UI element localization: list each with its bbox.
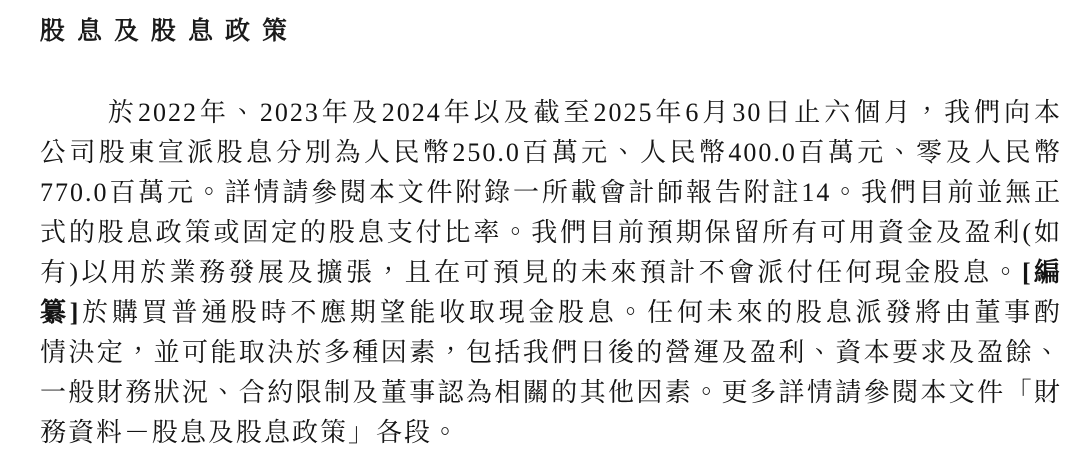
paragraph-line-2 (40, 133, 1062, 173)
redaction-marker-text: 纂] (40, 298, 81, 327)
paragraph-line-5 (40, 253, 1062, 293)
paragraph-text: 於購買普通股時不應期望能收取現金股息。任何未來的股息派發將由董事酌 (80, 298, 1062, 327)
paragraph-line-9 (40, 413, 1062, 453)
paragraph-line-3 (40, 173, 1062, 213)
redaction-marker-text: [編 (1021, 258, 1062, 287)
paragraph-line-1 (40, 93, 1062, 133)
paragraph-text: 770.0百萬元。詳情請參閱本文件附錄一所載會計師報告附註14。我們目前並無正 (40, 178, 1062, 207)
paragraph-text: 於2022年、2023年及2024年以及截至2025年6月30日止六個月，我們向本 (108, 98, 1062, 127)
paragraph-text: 情決定，並可能取決於多種因素，包括我們日後的營運及盈利、資本要求及盈餘、 (40, 338, 1062, 367)
paragraph-text: 務資料－股息及股息政策」各段。 (40, 418, 461, 447)
paragraph-text: 公司股東宣派股息分別為人民幣250.0百萬元、人民幣400.0百萬元、零及人民幣 (40, 138, 1062, 167)
paragraph-text: 一般財務狀況、合約限制及董事認為相關的其他因素。更多詳情請參閱本文件「財 (40, 378, 1062, 407)
paragraph-text: 有)以用於業務發展及擴張，且在可預見的未來預計不會派付任何現金股息。 (40, 258, 1022, 287)
paragraph-line-7 (40, 333, 1062, 373)
paragraph-text: 式的股息政策或固定的股息支付比率。我們目前預期保留所有可用資金及盈利(如 (40, 218, 1062, 247)
paragraph-line-8 (40, 373, 1062, 413)
paragraph-line-4 (40, 213, 1062, 253)
dividend-policy-paragraph (40, 93, 1062, 453)
paragraph-line-6 (40, 293, 1062, 333)
section-heading: 股息及股息政策 (40, 17, 300, 45)
